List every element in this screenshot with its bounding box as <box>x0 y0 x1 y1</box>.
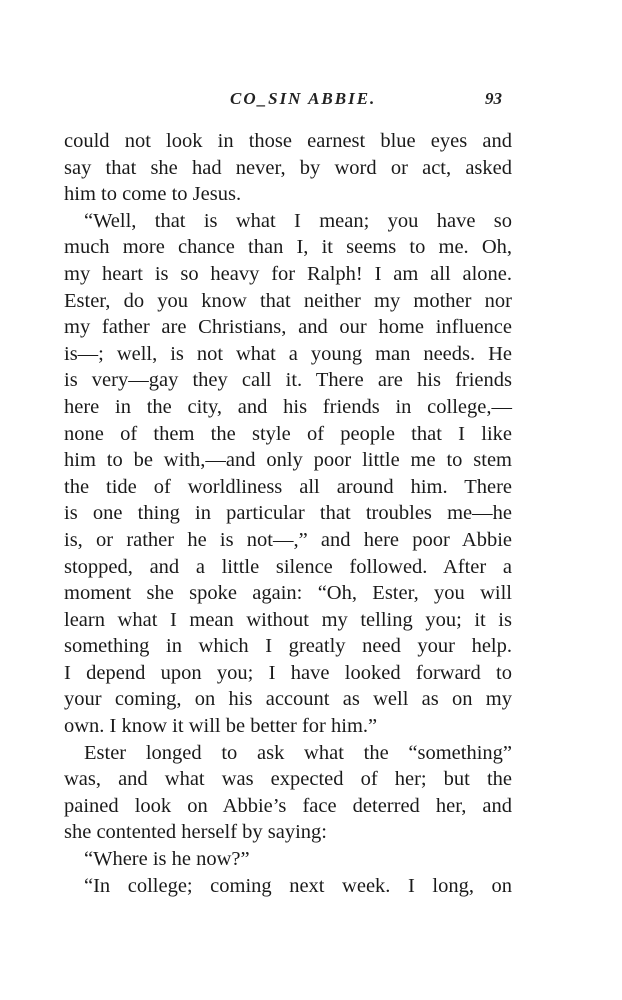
text-line: is one thing in particular that troubles me—he <box>64 502 512 525</box>
page-number: 93 <box>485 89 502 108</box>
text-line: your coming, on his account as well as on my <box>64 688 512 711</box>
running-title: CO_SIN ABBIE. <box>230 89 377 108</box>
text-line: Ester, do you know that neither my mother nor <box>64 289 512 312</box>
text-line: I depend upon you; I have looked forward to <box>64 661 512 684</box>
text-line: own. I know it will be better for him.” <box>64 715 378 738</box>
text-line: none of them the style of people that I like <box>64 422 512 445</box>
text-line: say that she had never, by word or act, asked <box>64 156 512 179</box>
text-line: was, and what was expected of her; but the <box>64 768 512 791</box>
text-line: something in which I greatly need your help. <box>64 635 512 658</box>
text-line: learn what I mean without my telling you; it is <box>64 608 512 631</box>
text-line: stopped, and a little silence followed. After a <box>64 555 512 578</box>
text-line: much more chance than I, it seems to me. Oh, <box>64 236 512 259</box>
text-line: she contented herself by saying: <box>64 821 328 844</box>
text-line: my heart is so heavy for Ralph! I am all alone. <box>64 262 512 285</box>
body-text <box>64 128 512 899</box>
text-line: moment she spoke again: “Oh, Ester, you will <box>64 582 512 605</box>
text-line: “Where is he now?” <box>84 848 250 871</box>
text-line: here in the city, and his friends in college,— <box>64 395 512 418</box>
text-line: pained look on Abbie’s face deterred her, and <box>64 794 512 817</box>
text-line: is, or rather he is not—,” and here poor Abbie <box>64 528 512 551</box>
text-line: is—; well, is not what a young man needs. He <box>64 342 512 365</box>
text-line: him to come to Jesus. <box>64 183 242 206</box>
text-line: “Well, that is what I mean; you have so <box>84 209 512 232</box>
text-line: my father are Christians, and our home influence <box>64 316 512 339</box>
text-line: could not look in those earnest blue eyes and <box>64 130 512 152</box>
text-line: “In college; coming next week. I long, on <box>84 874 512 897</box>
text-line: the tide of worldliness all around him. There <box>64 475 512 498</box>
text-line: Ester longed to ask what the “something” <box>84 741 512 764</box>
text-line: is very—gay they call it. There are his friends <box>64 369 512 392</box>
text-line: him to be with,—and only poor little me to stem <box>64 449 512 472</box>
